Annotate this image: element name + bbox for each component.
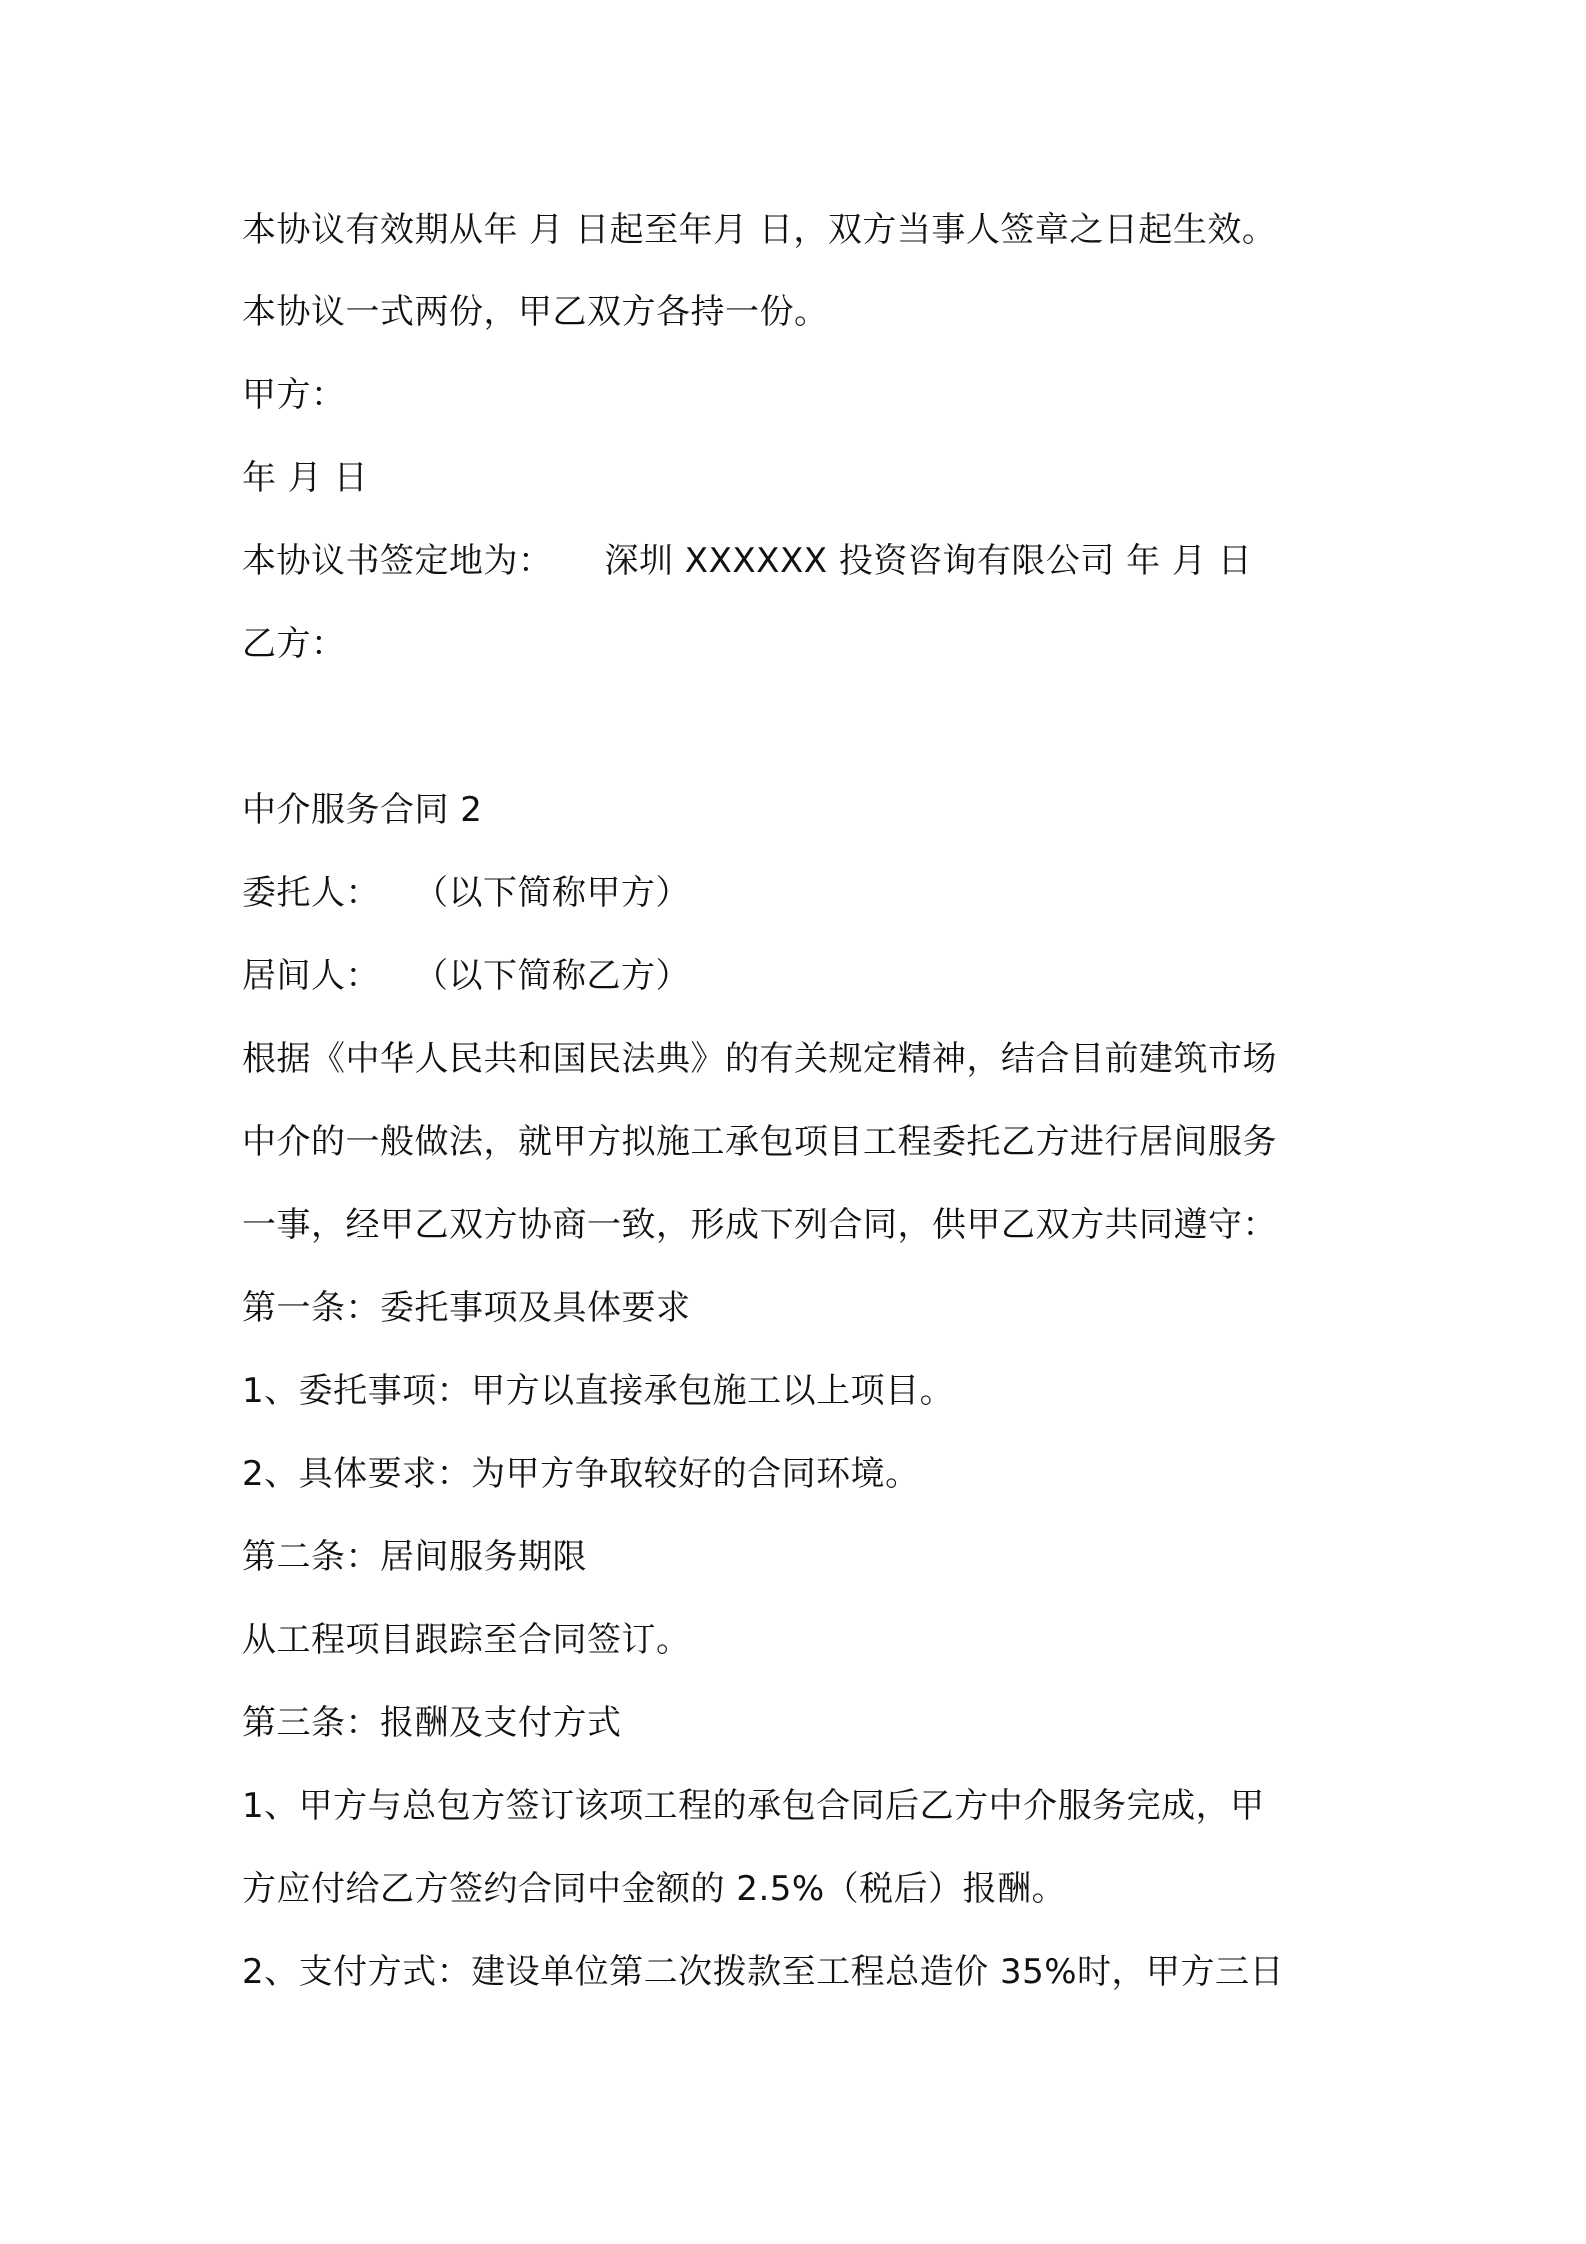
- article-3-item-2-line-1: 2、支付方式：建设单位第二次拨款至工程总造价 35%时，甲方三日: [242, 1952, 1285, 1992]
- date-line: 年 月 日: [242, 458, 369, 498]
- article-2-body: 从工程项目跟踪至合同签订。: [242, 1620, 691, 1660]
- article-1-heading: 第一条：委托事项及具体要求: [242, 1288, 691, 1328]
- party-a-label: 甲方：: [242, 375, 346, 415]
- preamble-line-3: 一事，经甲乙双方协商一致，形成下列合同，供甲乙双方共同遵守：: [242, 1205, 1277, 1245]
- client-line: [242, 869, 690, 917]
- signing-place-line: [242, 537, 1252, 585]
- article-3-item-1-line-2: 方应付给乙方签约合同中金额的 2.5%（税后）报酬。: [242, 1869, 1067, 1909]
- signing-place-label: 本协议书签定地为：: [242, 541, 553, 581]
- party-b-label: 乙方：: [242, 624, 346, 664]
- article-2-heading: 第二条：居间服务期限: [242, 1537, 587, 1577]
- client-label: 委托人：: [242, 873, 380, 913]
- article-1-item-2: 2、具体要求：为甲方争取较好的合同环境。: [242, 1454, 920, 1494]
- intermediary-line: [242, 952, 690, 1000]
- client-alias: （以下简称甲方）: [414, 873, 690, 913]
- preamble-line-1: 根据《中华人民共和国民法典》的有关规定精神，结合目前建筑市场: [242, 1039, 1277, 1079]
- validity-clause: 本协议有效期从年 月 日起至年月 日，双方当事人签章之日起生效。: [242, 210, 1277, 250]
- signing-place-value: 深圳 XXXXXX 投资咨询有限公司 年 月 日: [604, 541, 1253, 581]
- contract-title: 中介服务合同 2: [242, 790, 483, 830]
- article-3-heading: 第三条：报酬及支付方式: [242, 1703, 622, 1743]
- intermediary-alias: （以下简称乙方）: [414, 956, 690, 996]
- article-3-item-1-line-1: 1、甲方与总包方签订该项工程的承包合同后乙方中介服务完成，甲: [242, 1786, 1265, 1826]
- article-1-item-1: 1、委托事项：甲方以直接承包施工以上项目。: [242, 1371, 955, 1411]
- copies-clause: 本协议一式两份，甲乙双方各持一份。: [242, 292, 829, 332]
- intermediary-label: 居间人：: [242, 956, 380, 996]
- preamble-line-2: 中介的一般做法，就甲方拟施工承包项目工程委托乙方进行居间服务: [242, 1122, 1277, 1162]
